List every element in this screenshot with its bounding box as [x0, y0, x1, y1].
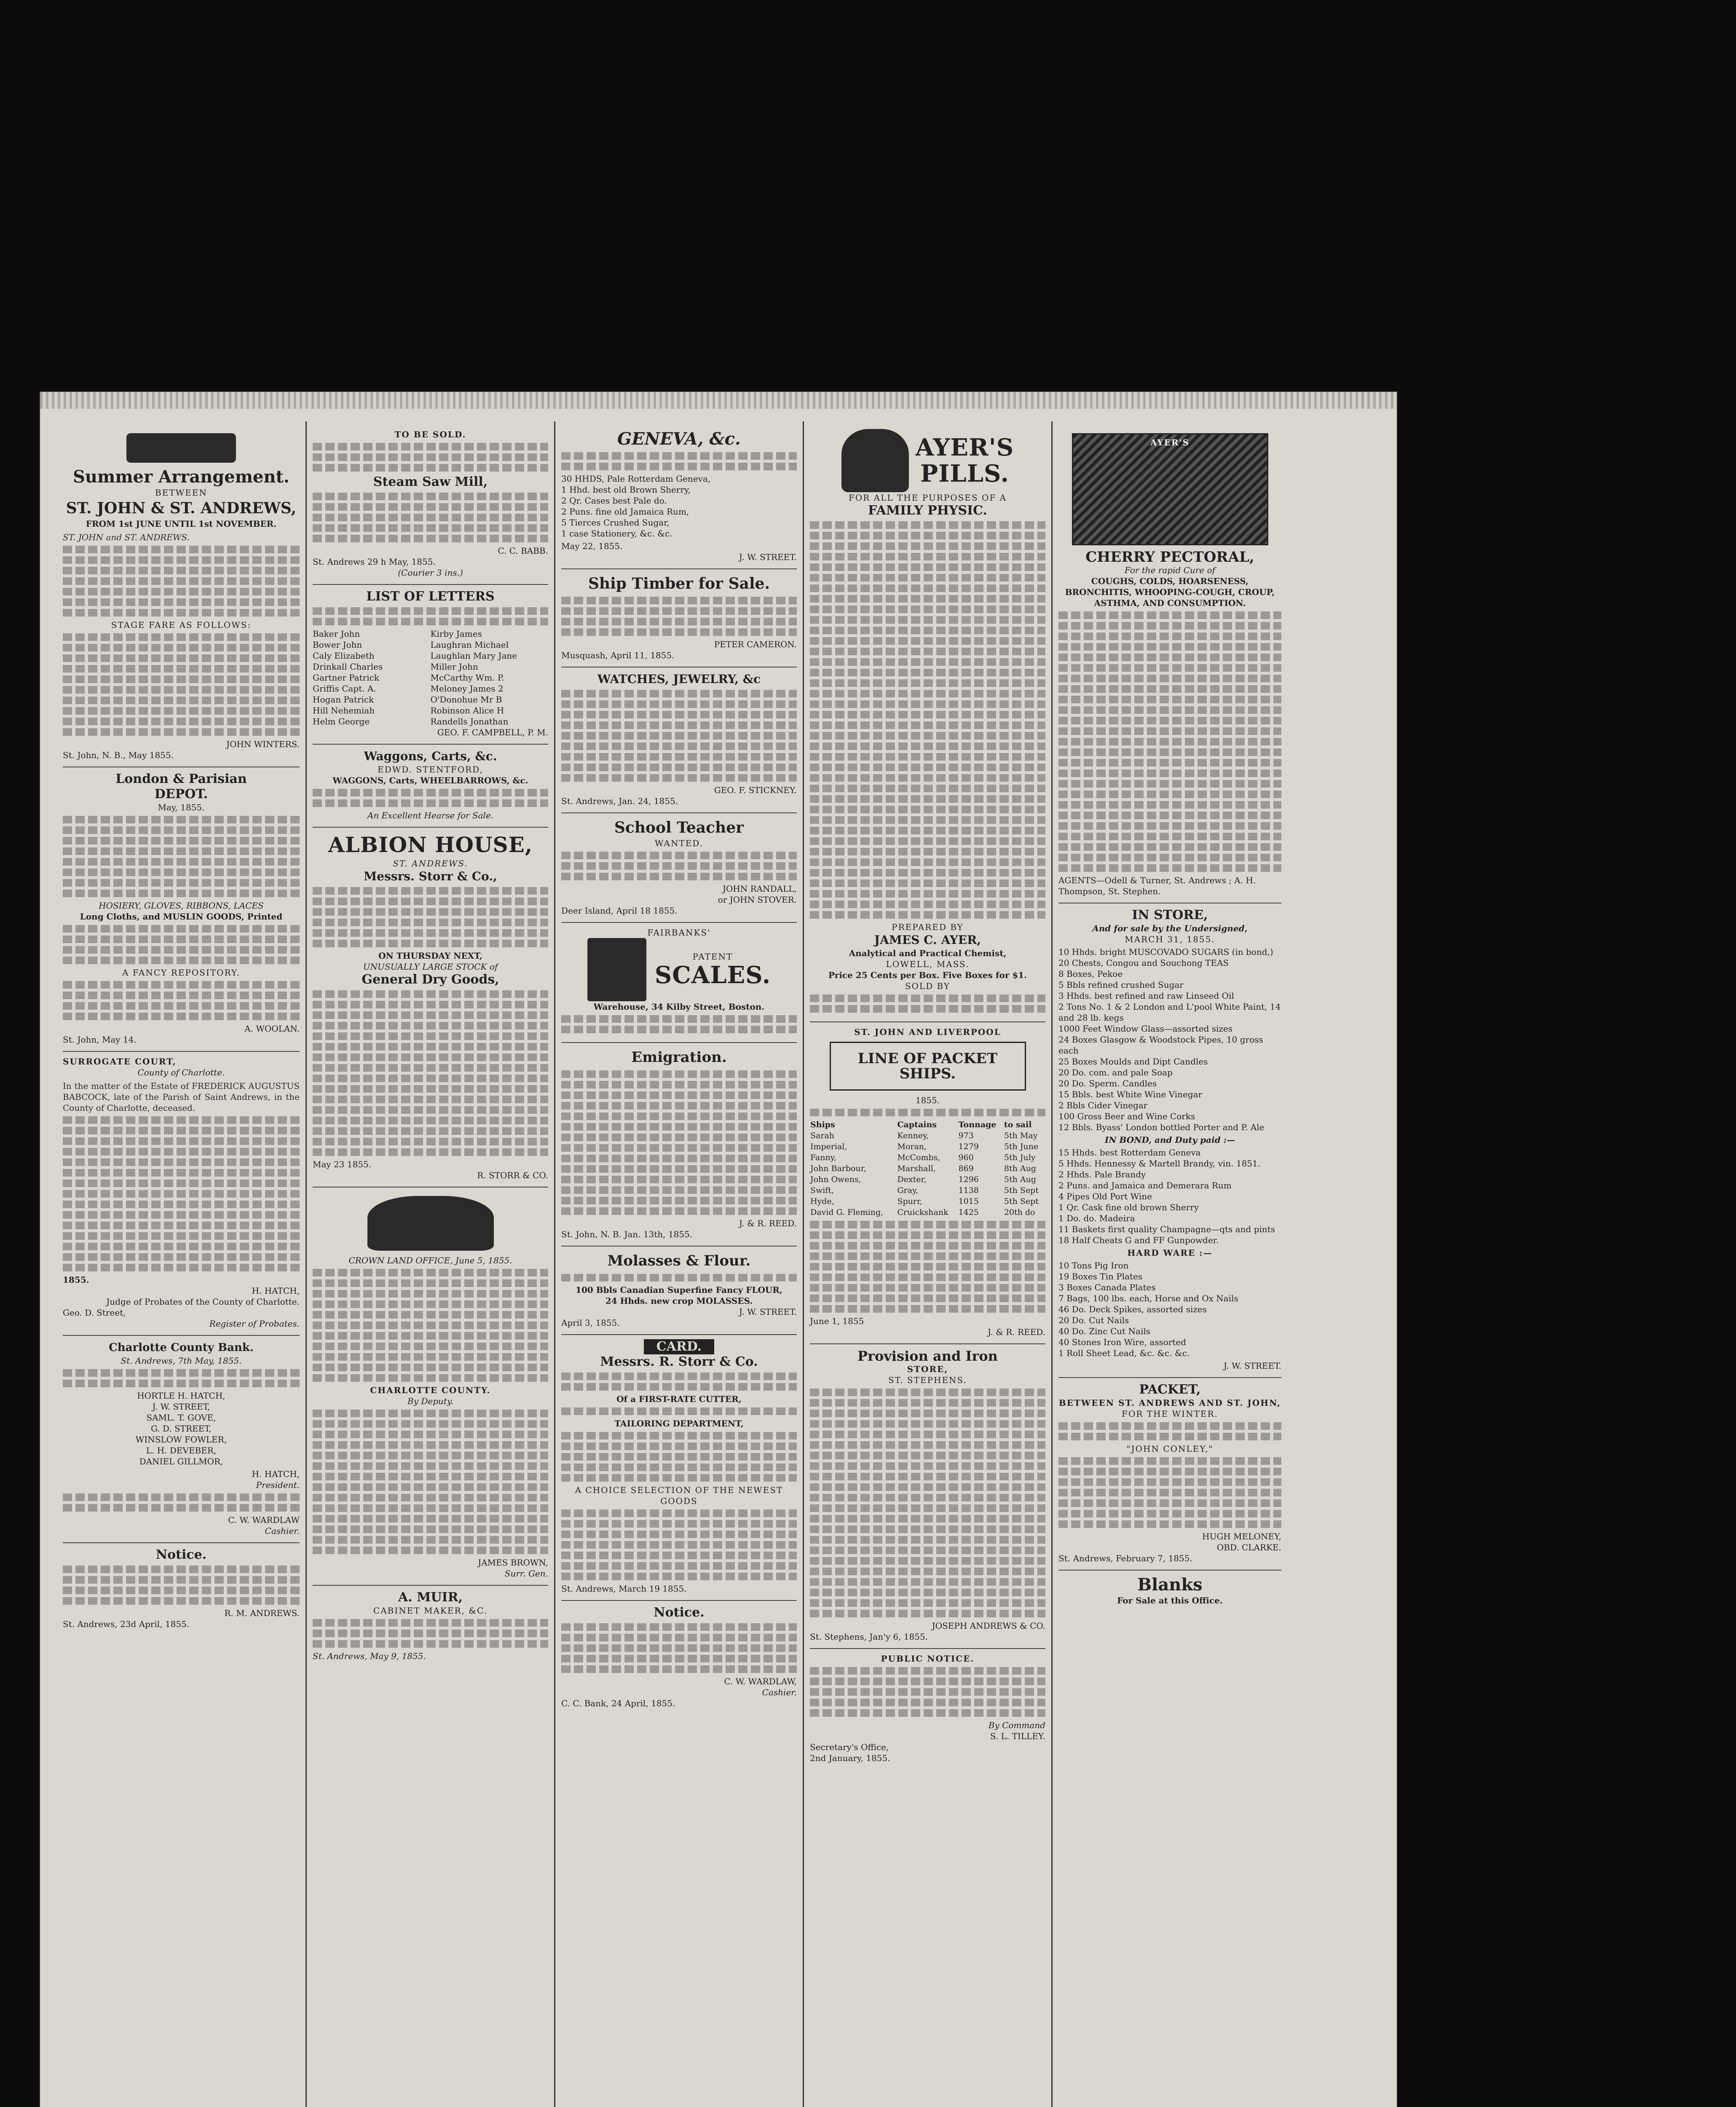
scan-edge-band — [40, 392, 1397, 409]
stock-item: 8 Boxes, Pekoe — [1058, 969, 1123, 979]
captain-cell: Spurr, — [897, 1197, 922, 1206]
hardware-heading: HARD WARE :— — [1127, 1248, 1213, 1258]
cashier: C. W. WARDLAW — [228, 1515, 300, 1525]
royal-arms-illustration — [367, 1196, 494, 1251]
letter-name: Bower John — [313, 640, 362, 650]
ad-title: Emigration. — [631, 1049, 727, 1066]
table-row — [810, 1174, 1045, 1185]
bank-stockholders-notice — [561, 1601, 797, 1715]
ad-signature: J. W. STREET. — [1223, 1361, 1281, 1371]
tonnage-cell: 1296 — [958, 1175, 979, 1184]
letter-name: Caly Elizabeth — [313, 651, 375, 661]
ad-vessel: "JOHN CONLEY," — [1126, 1444, 1214, 1454]
letters-title: LIST OF LETTERS — [366, 589, 495, 604]
ad-signature: J. W. STREET. — [739, 552, 797, 562]
ad-brand: FAIRBANKS' — [647, 928, 711, 938]
watches-ad — [561, 667, 797, 813]
director: J. W. STREET, — [152, 1402, 210, 1412]
ad-dateline: St. Andrews, May 9, 1855. — [313, 1651, 426, 1661]
director: WINSLOW FOWLER, — [135, 1434, 227, 1445]
ayers-illustration — [1072, 433, 1268, 545]
notice-signature: S. L. TILLEY. — [990, 1731, 1045, 1741]
ad-items-2: Long Cloths, and MUSLIN GOODS, Printed — [80, 911, 283, 922]
sail-cell: 8th Aug — [1004, 1164, 1037, 1173]
ad-title: Provision and Iron — [857, 1348, 998, 1364]
stock-item: 10 Tons Pig Iron — [1058, 1260, 1129, 1271]
president: H. HATCH, — [252, 1469, 300, 1479]
ayers-pills-ad — [810, 425, 1045, 1022]
letters-list — [313, 585, 548, 745]
stock-item: 20 Chests, Congou and Souchong TEAS — [1058, 958, 1229, 968]
column-header: Captains — [897, 1120, 937, 1129]
ad-hearse: An Excellent Hearse for Sale. — [367, 810, 494, 820]
ad-chemist-role: Analytical and Practical Chemist, — [849, 948, 1007, 958]
ad-dateline: St. John, N. B. Jan. 13th, 1855. — [561, 1229, 693, 1239]
ad-signature: J. & R. REED. — [739, 1218, 797, 1228]
tonnage-cell: 973 — [958, 1131, 974, 1140]
letter-name: O'Donohue Mr B — [430, 694, 502, 705]
packet-ships-ad — [810, 1022, 1045, 1344]
letter-name: Gartner Patrick — [313, 673, 379, 683]
stock-item: 5 Bbls refined crushed Sugar — [1058, 980, 1184, 990]
stock-item: 40 Do. Zinc Cut Nails — [1058, 1326, 1151, 1336]
ad-place: ST. ANDREWS. — [393, 858, 468, 869]
ad-dateline: St. Andrews, February 7, 1855. — [1058, 1553, 1192, 1563]
ad-title: CARD. — [644, 1339, 714, 1354]
stagecoach-illustration — [126, 433, 236, 463]
ad-for: For the rapid Cure of — [1124, 565, 1216, 575]
stock-item: 5 Hhds. Hennessy & Martell Brandy, vin. 1851. — [1058, 1158, 1261, 1169]
ad-dateline: St. John, May 14. — [63, 1035, 137, 1045]
sail-cell: 20th do — [1004, 1208, 1035, 1217]
fairbanks-scales-ad — [561, 923, 797, 1043]
ad-title-2: PILLS. — [920, 460, 1009, 488]
stock-item: 2 Qr. Cases best Pale do. — [561, 496, 667, 506]
ad-choice: A CHOICE SELECTION OF THE NEWEST GOODS — [575, 1485, 783, 1506]
ad-title: PACKET, — [1139, 1382, 1201, 1397]
notice-role: Cashier. — [762, 1687, 797, 1697]
geneva-ad — [561, 425, 797, 569]
director: HORTLE H. HATCH, — [137, 1391, 225, 1401]
stock-item: 1 case Stationery, &c. &c. — [561, 528, 672, 539]
ad-between: BETWEEN — [155, 488, 207, 498]
column-header: Tonnage — [958, 1120, 997, 1129]
geneva-items — [561, 473, 797, 539]
notice-title: Notice. — [155, 1547, 207, 1562]
ad-diseases: COUGHS, COLDS, HOARSENESS, BRONCHITIS, WHOOPING-COUGH, CROUP, ASTHMA, AND CONSUMPTION. — [1065, 576, 1275, 608]
tonnage-cell: 1279 — [958, 1142, 979, 1151]
ad-signature: J. & R. REED. — [987, 1327, 1045, 1337]
tonnage-cell: 1425 — [958, 1208, 979, 1217]
stock-item: 19 Boxes Tin Plates — [1058, 1271, 1143, 1281]
ship-timber-ad — [561, 569, 797, 667]
captain-cell: McCombs, — [897, 1153, 940, 1162]
ad-title: GENEVA, &c. — [617, 429, 741, 449]
stock-item: 1 Do. do. Madeira — [1058, 1213, 1135, 1223]
director: G. D. STREET, — [150, 1423, 212, 1434]
notice-title: Notice. — [654, 1605, 705, 1620]
column-3 — [554, 421, 803, 2107]
notice-role: Secretary's Office, — [810, 1742, 889, 1752]
ship-cell: Imperial, — [810, 1142, 847, 1151]
in-store-ad — [1058, 903, 1281, 1378]
stock-item: 20 Do. com. and pale Soap — [1058, 1067, 1173, 1078]
stock-item: 7 Bags, 100 lbs. each, Horse and Ox Nails — [1058, 1293, 1238, 1303]
cashier-role: Cashier. — [265, 1526, 300, 1536]
tonnage-cell: 1138 — [958, 1186, 979, 1195]
ad-agent: C. C. BABB. — [498, 546, 548, 556]
notice-signature: C. W. WARDLAW, — [724, 1676, 797, 1686]
stock-item: 2 Puns. and Jamaica and Demerara Rum — [1058, 1180, 1232, 1190]
tonnage-cell: 1015 — [958, 1197, 979, 1206]
stock-item: 3 Boxes Canada Plates — [1058, 1282, 1156, 1292]
ad-sub: ST. JOHN and ST. ANDREWS. — [63, 532, 190, 542]
notice-signature: R. M. ANDREWS. — [224, 1608, 300, 1618]
stock-item: 1 Qr. Cask fine old brown Sherry — [1058, 1202, 1199, 1212]
notice-role: Surr. Gen. — [504, 1568, 548, 1579]
notice-matter: In the matter of the Estate of FREDERICK AUGUSTUS BABCOCK, late of the Parish of Saint Andrews, in the County of Charlotte, deceased. — [63, 1081, 300, 1113]
ad-title-2: DEPOT. — [154, 787, 208, 802]
ad-dateline: St. John, N. B., May 1855. — [63, 750, 174, 760]
ad-date: ON THURSDAY NEXT, — [378, 951, 482, 961]
letter-name: Hill Nehemiah — [313, 705, 375, 716]
stock-item: 15 Bbls. best White Wine Vinegar — [1058, 1089, 1203, 1099]
ad-goods: General Dry Goods, — [362, 972, 499, 987]
stock-item: 15 Hhds. best Rotterdam Geneva — [1058, 1147, 1201, 1158]
table-row — [810, 1185, 1045, 1196]
packet-winter-ad — [1058, 1378, 1281, 1571]
school-teacher-ad — [561, 813, 797, 923]
ad-title: AYER'S — [915, 434, 1014, 461]
column-5 — [1051, 421, 1287, 2107]
stock-item: 1 Hhd. best old Brown Sherry, — [561, 485, 691, 495]
letter-name: Helm George — [313, 716, 370, 726]
stock-item: 20 Do. Sperm. Candles — [1058, 1078, 1157, 1088]
ad-signature: JOSEPH ANDREWS & CO. — [932, 1621, 1045, 1631]
ad-title: ALBION HOUSE, — [328, 832, 533, 857]
notice-county: CHARLOTTE COUNTY. — [370, 1385, 491, 1395]
ad-price: Price 25 Cents per Box. Five Boxes for $1. — [828, 970, 1027, 980]
notice-dateline: 2nd January, 1855. — [810, 1753, 890, 1763]
letter-name: Miller John — [430, 662, 478, 672]
lion-illustration — [841, 429, 909, 492]
sail-cell: 5th Sept — [1004, 1197, 1039, 1206]
ad-signature: PETER CAMERON. — [714, 639, 797, 649]
newspaper-page — [40, 392, 1397, 2107]
stock-item: 2 Bbls Cider Vinegar — [1058, 1100, 1148, 1110]
stock-item: 18 Half Cheats G and FF Gunpowder. — [1058, 1235, 1219, 1245]
scale-illustration — [587, 938, 646, 1001]
bond-items — [1058, 1147, 1281, 1246]
notice-signature: JAMES BROWN, — [478, 1557, 548, 1568]
ship-cell: John Owens, — [810, 1175, 861, 1184]
column-grid — [57, 421, 1397, 2107]
ad-head: ST. JOHN AND LIVERPOOL — [854, 1027, 1001, 1037]
ad-signature-1: JOHN RANDALL, — [722, 884, 797, 894]
ad-stock: UNUSUALLY LARGE STOCK of — [363, 962, 498, 972]
ad-courier: (Courier 3 ins.) — [398, 568, 463, 578]
table-header-row — [810, 1119, 1045, 1130]
sail-cell: 5th Aug — [1004, 1175, 1037, 1184]
ad-date: May, 1855. — [158, 802, 205, 812]
letters-names — [313, 628, 548, 727]
ad-patent: PATENT — [692, 952, 733, 962]
letter-name: Hogan Patrick — [313, 694, 374, 705]
packet-title-banner — [830, 1042, 1026, 1091]
ad-title: SCALES. — [654, 961, 771, 989]
ad-line-1: 100 Bbls Canadian Superfine Fancy FLOUR, — [576, 1285, 782, 1295]
table-row — [810, 1163, 1045, 1174]
column-4 — [803, 421, 1051, 2107]
ad-sub: STORE, — [907, 1364, 948, 1374]
stock-item: 1 Roll Sheet Lead, &c. &c. &c. — [1058, 1348, 1190, 1358]
notice-year: 1855. — [63, 1275, 89, 1285]
letter-name: Randells Jonathan — [430, 716, 509, 726]
ad-purpose: FOR ALL THE PURPOSES OF A — [848, 493, 1007, 503]
sail-cell: 5th May — [1004, 1131, 1038, 1140]
ship-cell: John Barbour, — [810, 1164, 866, 1173]
stock-item: 2 Tons No. 1 & 2 London and L'pool White Paint, 14 and 28 lb. kegs — [1058, 1002, 1281, 1023]
ad-dateline: St. Andrews, Jan. 24, 1855. — [561, 796, 678, 806]
stock-item: 12 Bbls. Byass' London bottled Porter and P. Ale — [1058, 1122, 1264, 1132]
stock-item: 2 Hhds. Pale Brandy — [1058, 1169, 1146, 1179]
notice-title: Charlotte County Bank. — [109, 1341, 254, 1354]
bond-heading: IN BOND, and Duty paid :— — [1104, 1135, 1235, 1145]
ad-by: EDWD. STENTFORD, — [378, 764, 483, 775]
letter-name: McCarthy Wm. P. — [430, 673, 504, 683]
ad-dateline: St. Andrews, March 19 1855. — [561, 1584, 687, 1594]
stock-item: 4 Pipes Old Port Wine — [1058, 1191, 1152, 1201]
ad-title: School Teacher — [614, 819, 744, 836]
letter-name: Meloney James 2 — [430, 684, 504, 694]
ad-item: Steam Saw Mill, — [373, 474, 488, 489]
notice-by: By Command — [988, 1720, 1045, 1730]
stock-item: 3 Hhds. best refined and raw Linseed Oil — [1058, 991, 1234, 1001]
letter-name: Laughlan Mary Jane — [430, 651, 517, 661]
steam-mill-sale-ad — [313, 425, 548, 585]
column-header: to sail — [1004, 1120, 1032, 1129]
stock-item: 5 Tierces Crushed Sugar, — [561, 517, 670, 528]
ad-title: Molasses & Flour. — [607, 1252, 751, 1269]
ad-dateline: St. Andrews 29 h May, 1855. — [313, 557, 436, 567]
ad-agents: AGENTS—Odell & Turner, St. Andrews ; A. H. Thompson, St. Stephen. — [1058, 875, 1256, 896]
albion-house-ad — [313, 828, 548, 1188]
ad-title: IN STORE, — [1132, 908, 1208, 922]
stock-item: 46 Do. Deck Spikes, assorted sizes — [1058, 1304, 1207, 1314]
ad-title: WATCHES, JEWELRY, &c — [597, 672, 761, 686]
ad-dateline: Musquash, April 11, 1855. — [561, 650, 675, 660]
stock-item: 1000 Feet Window Glass—assorted sizes — [1058, 1024, 1233, 1034]
stock-item: 100 Gross Beer and Wine Corks — [1058, 1111, 1195, 1121]
notice-title: SURROGATE COURT, — [63, 1056, 177, 1067]
stock-item: 10 Hhds. bright MUSCOVADO SUGARS (in bond,) — [1058, 947, 1273, 957]
ad-title: LINE OF PACKET SHIPS. — [857, 1050, 998, 1082]
ad-sub: And for sale by the Undersigned, — [1092, 923, 1248, 933]
ad-dateline: May 22, 1855. — [561, 541, 623, 551]
notice-register-role: Register of Probates. — [209, 1319, 300, 1329]
tonnage-cell: 869 — [958, 1164, 974, 1173]
ad-firm: Messrs. R. Storr & Co. — [600, 1354, 758, 1369]
ad-prepared: PREPARED BY — [892, 922, 964, 932]
ad-signature: GEO. F. STICKNEY. — [714, 785, 797, 795]
stock-item: 40 Stones Iron Wire, assorted — [1058, 1337, 1187, 1347]
ad-year: 1855. — [915, 1095, 940, 1105]
cherry-pectoral-ad — [1058, 425, 1281, 903]
ad-fares: STAGE FARE AS FOLLOWS: — [111, 620, 252, 630]
storr-card-ad — [561, 1335, 797, 1601]
ad-signature-2: OBD. CLARKE. — [1216, 1542, 1281, 1552]
captain-cell: Marshall, — [897, 1164, 936, 1173]
ad-dateline: St. Stephens, Jan'y 6, 1855. — [810, 1632, 928, 1642]
provision-iron-store-ad — [810, 1344, 1045, 1649]
table-row — [810, 1196, 1045, 1207]
notice-county: County of Charlotte. — [137, 1067, 225, 1078]
notice-judge-role: Judge of Probates of the County of Charlotte. — [106, 1297, 300, 1307]
ad-chemist: JAMES C. AYER, — [874, 933, 981, 947]
ad-signature-2: or JOHN STOVER. — [718, 895, 797, 905]
stock-item: 2 Puns. fine old Jamaica Rum, — [561, 507, 689, 517]
ad-place: LOWELL, MASS. — [886, 959, 970, 969]
postmaster: GEO. F. CAMPBELL, P. M. — [437, 727, 548, 737]
charlotte-county-bank-notice — [63, 1336, 300, 1543]
notice-dateline: C. C. Bank, 24 April, 1855. — [561, 1698, 675, 1708]
tonnage-cell: 960 — [958, 1153, 974, 1162]
table-row — [810, 1130, 1045, 1141]
blanks-ad — [1058, 1571, 1281, 1612]
captain-cell: Kenney, — [897, 1131, 929, 1140]
directors-list — [63, 1390, 300, 1467]
ad-sub: WANTED. — [654, 838, 704, 848]
ad-physic: FAMILY PHYSIC. — [868, 503, 987, 518]
captain-cell: Gray, — [897, 1186, 919, 1195]
notice-andrews — [63, 1543, 300, 1635]
letter-name: Griffis Capt. A. — [313, 684, 376, 694]
ship-cell: Hyde, — [810, 1197, 834, 1206]
ad-title: TO BE SOLD. — [394, 429, 466, 440]
director: L. H. DEVEBER, — [146, 1445, 217, 1456]
ad-signature: R. STORR & CO. — [477, 1170, 548, 1180]
table-row — [810, 1152, 1045, 1163]
captain-cell: Dexter, — [897, 1175, 927, 1184]
table-row — [810, 1207, 1045, 1218]
ad-cutter: Of a FIRST-RATE CUTTER, — [616, 1394, 742, 1404]
ship-cell: Sarah — [810, 1131, 834, 1140]
ad-line-2: 24 Hhds. new crop MOLASSES. — [605, 1296, 753, 1306]
store-items — [1058, 946, 1281, 1133]
ad-dept: TAILORING DEPARTMENT, — [614, 1418, 744, 1429]
ad-dateline: June 1, 1855 — [810, 1316, 864, 1326]
ad-title: Waggons, Carts, &c. — [364, 749, 497, 763]
letter-name: Laughran Michael — [430, 640, 509, 650]
ship-cell: David G. Fleming, — [810, 1208, 884, 1217]
column-1 — [57, 421, 305, 2107]
sail-cell: 5th June — [1004, 1142, 1039, 1151]
ad-title: Blanks — [1137, 1575, 1203, 1595]
ad-season: FOR THE WINTER. — [1122, 1409, 1218, 1419]
stock-item: 25 Boxes Moulds and Dipt Candles — [1058, 1056, 1208, 1067]
notice-head: CROWN LAND OFFICE, June 5, 1855. — [348, 1255, 512, 1265]
molasses-flour-ad — [561, 1247, 797, 1335]
ad-title: CHERRY PECTORAL, — [1085, 549, 1254, 566]
ad-place: ST. STEPHENS. — [888, 1375, 967, 1385]
ad-address: Warehouse, 34 Kilby Street, Boston. — [593, 1002, 765, 1012]
ad-between: BETWEEN ST. ANDREWS AND ST. JOHN, — [1058, 1398, 1281, 1408]
ad-dateline: Deer Island, April 18 1855. — [561, 906, 678, 916]
ad-sub: For Sale at this Office. — [1117, 1595, 1223, 1606]
notice-dateline: St. Andrews, 7th May, 1855. — [121, 1356, 242, 1366]
ad-dateline: April 3, 1855. — [561, 1318, 620, 1328]
muir-ad — [313, 1586, 548, 1667]
surrogate-court-notice — [63, 1052, 300, 1336]
captain-cell: Cruickshank — [897, 1208, 948, 1217]
column-header: Ships — [810, 1120, 835, 1129]
stock-item: 24 Boxes Glasgow & Woodstock Pipes, 10 gross each — [1058, 1035, 1263, 1056]
ad-signature: J. W. STREET. — [739, 1307, 797, 1317]
stock-item: 30 HHDS, Pale Rotterdam Geneva, — [561, 474, 711, 484]
hardware-items — [1058, 1260, 1281, 1359]
ad-signature-1: HUGH MELONEY, — [1202, 1531, 1281, 1541]
london-parisian-ad — [63, 767, 300, 1052]
ad-sold: SOLD BY — [905, 981, 951, 991]
ad-title: London & Parisian — [115, 772, 247, 786]
stock-item: 11 Baskets first quality Champagne—qts and pints — [1058, 1224, 1275, 1234]
column-2 — [305, 421, 554, 2107]
stock-item: 20 Do. Cut Nails — [1058, 1315, 1129, 1325]
letter-name: Robinson Alice H — [430, 705, 504, 716]
ship-cell: Swift, — [810, 1186, 834, 1195]
director: DANIEL GILLMOR, — [139, 1456, 223, 1466]
ad-title: A. MUIR, — [398, 1590, 463, 1605]
notice-deputy: By Deputy. — [407, 1396, 453, 1406]
sail-cell: 5th July — [1004, 1153, 1036, 1162]
table-row — [810, 1141, 1045, 1152]
ad-brand: AYER'S — [1150, 437, 1190, 448]
notice-register: Geo. D. Street, — [63, 1308, 126, 1318]
notice-title: PUBLIC NOTICE. — [881, 1654, 975, 1664]
ad-dates: FROM 1st JUNE UNTIL 1st NOVEMBER. — [86, 519, 277, 529]
notice-judge: H. HATCH, — [252, 1286, 300, 1296]
captain-cell: Moran, — [897, 1142, 927, 1151]
public-notice — [810, 1649, 1045, 1769]
director: SAML. T. GOVE, — [146, 1413, 216, 1423]
ad-date: MARCH 31, 1855. — [1125, 934, 1215, 944]
president-role: President. — [256, 1480, 300, 1490]
ad-items-3: A FANCY REPOSITORY. — [122, 968, 241, 978]
letter-name: Baker John — [313, 629, 360, 639]
sail-cell: 5th Sept — [1004, 1186, 1039, 1195]
letter-name: Kirby James — [430, 629, 482, 639]
ad-title: Ship Timber for Sale. — [588, 575, 770, 592]
ad-route: ST. JOHN & ST. ANDREWS, — [66, 499, 297, 517]
letter-name: Drinkall Charles — [313, 662, 383, 672]
ad-signature: JOHN WINTERS. — [226, 739, 300, 749]
ad-dateline: May 23 1855. — [313, 1159, 372, 1169]
emigration-ad — [561, 1043, 797, 1247]
crown-land-notice — [313, 1188, 548, 1586]
ad-firm: Messrs. Storr & Co., — [364, 869, 497, 883]
ad-signature: A. WOOLAN. — [244, 1024, 300, 1034]
ad-line: WAGGONS, Carts, WHEELBARROWS, &c. — [332, 775, 528, 785]
notice-dateline: St. Andrews, 23d April, 1855. — [63, 1619, 190, 1629]
ad-items: HOSIERY, GLOVES, RIBBONS, LACES — [99, 901, 264, 911]
ad-trade: CABINET MAKER, &C. — [373, 1606, 488, 1616]
ship-cell: Fanny, — [810, 1153, 836, 1162]
ad-title: Summer Arrangement. — [73, 467, 289, 487]
packet-table — [810, 1119, 1045, 1218]
waggons-ad — [313, 745, 548, 828]
summer-arrangement-ad — [63, 425, 300, 767]
